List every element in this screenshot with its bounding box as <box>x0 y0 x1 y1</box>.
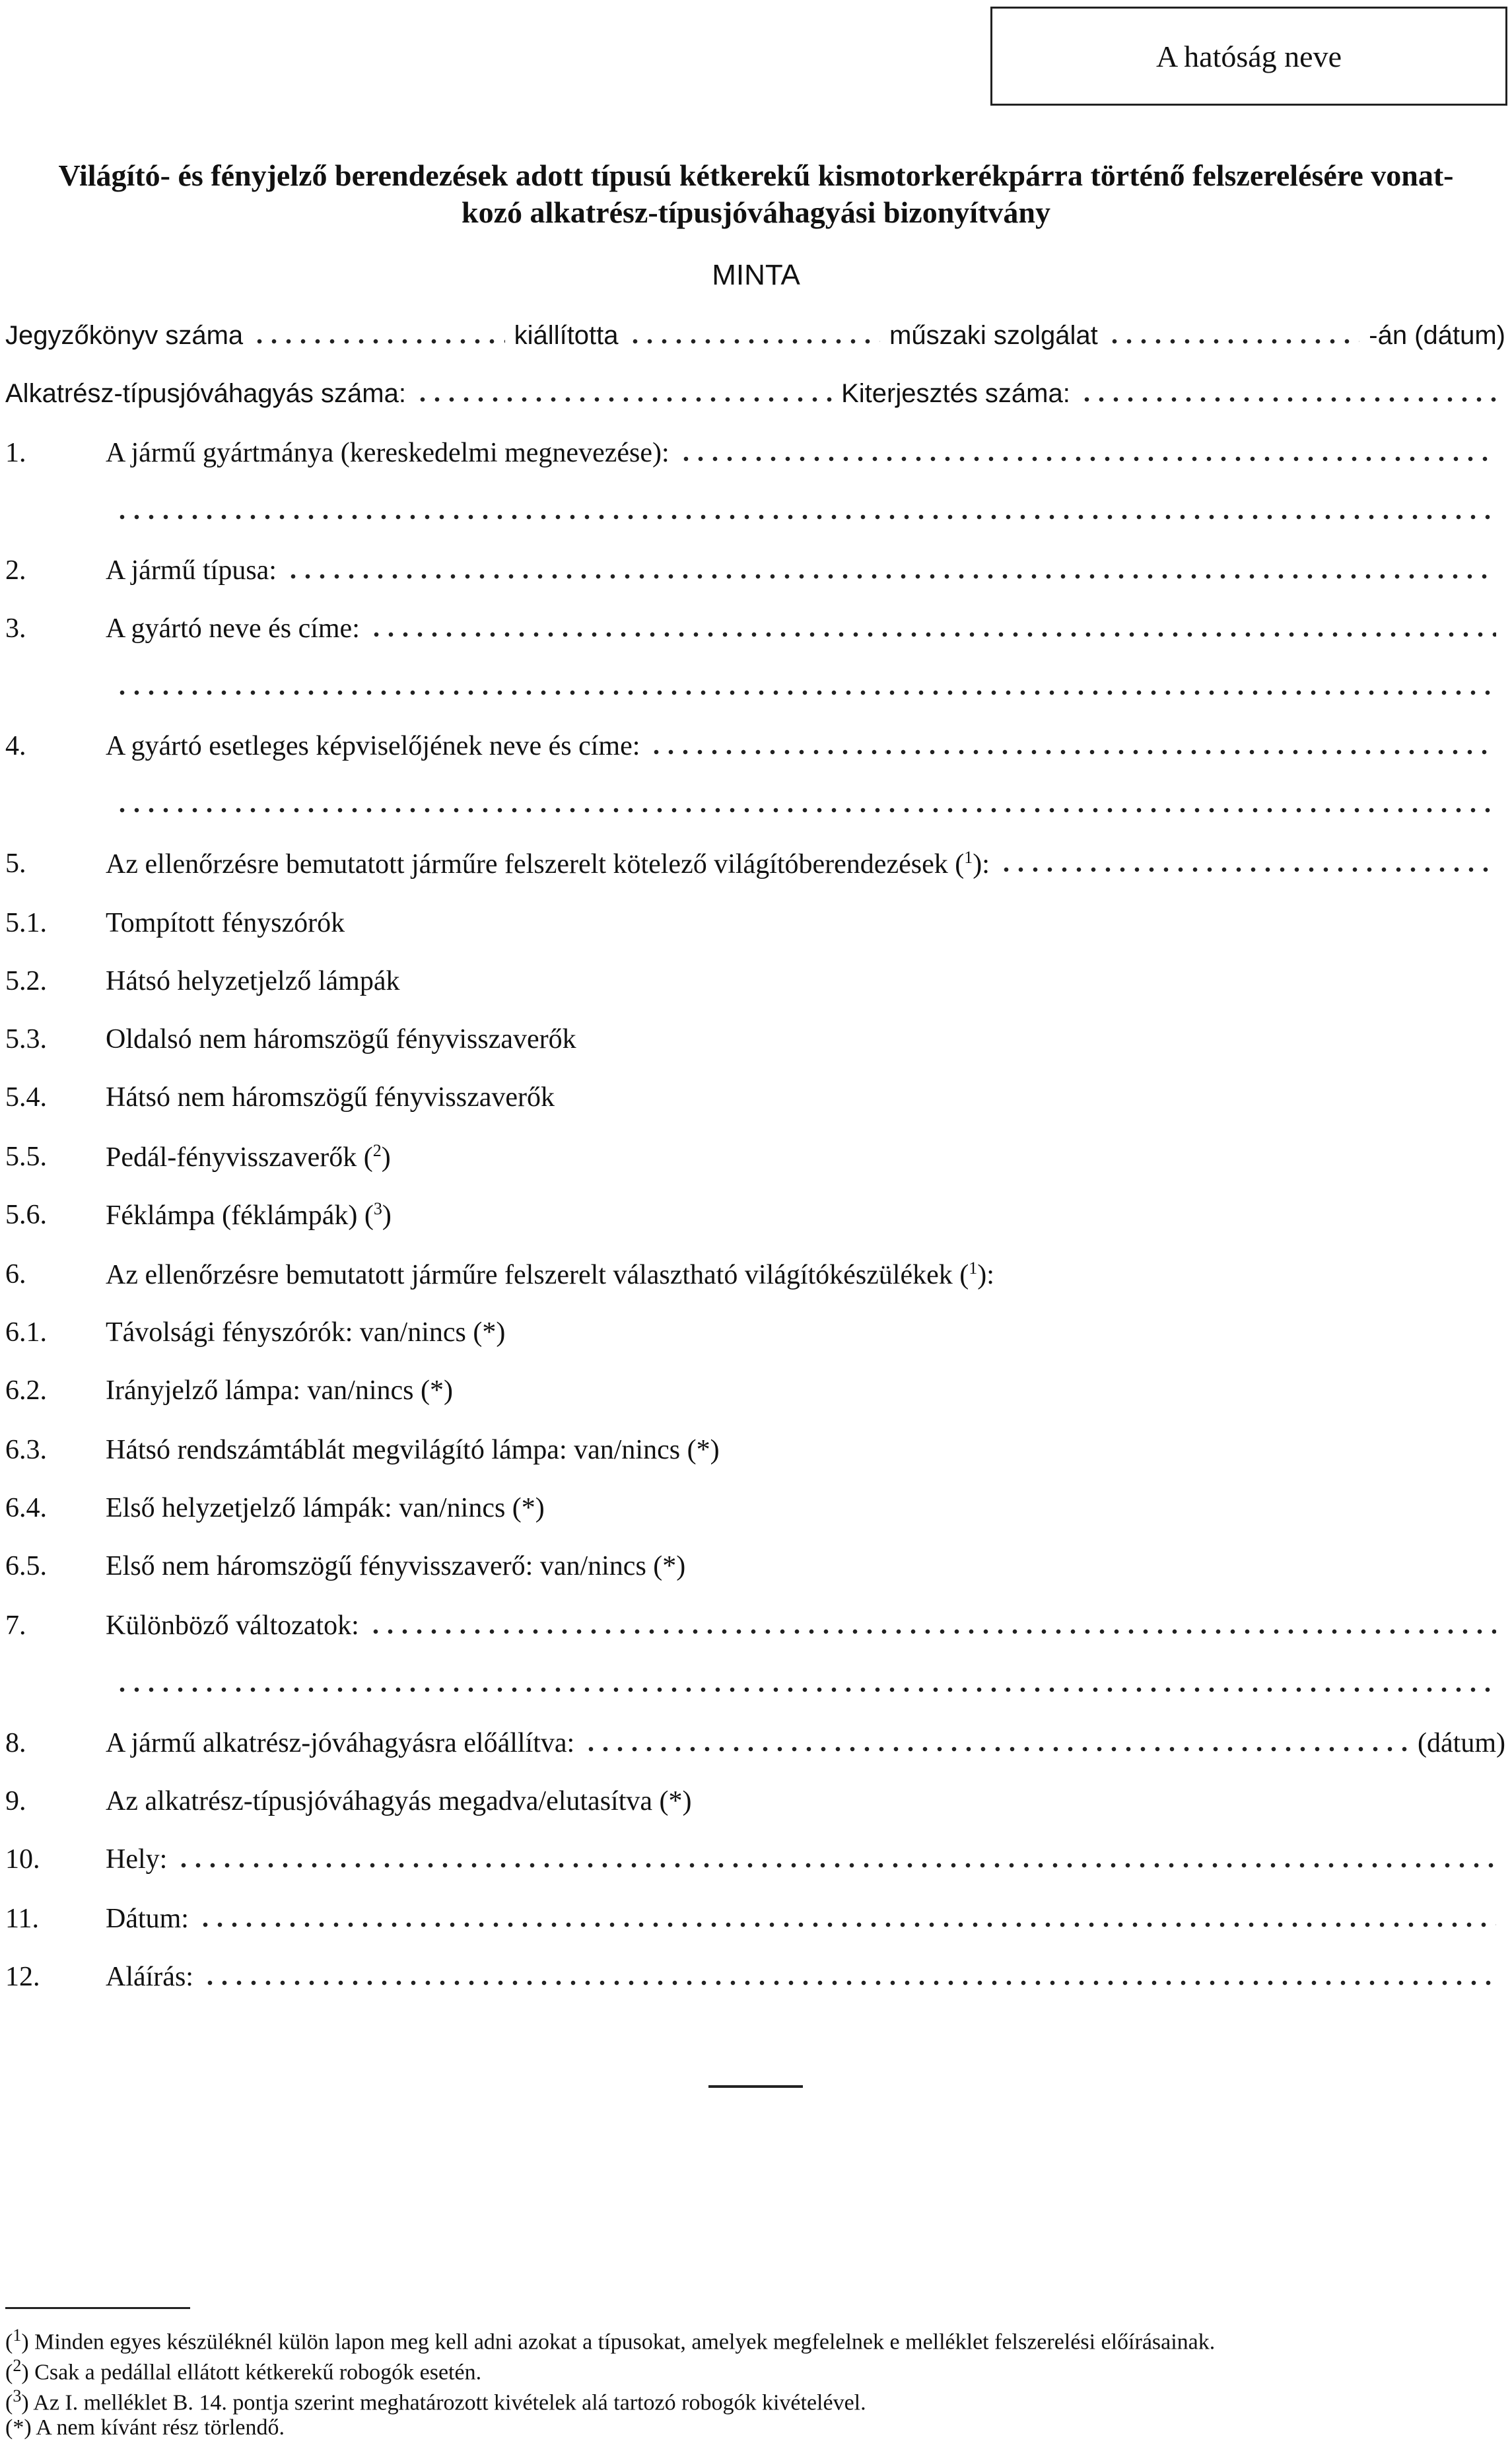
item-label: Irányjelző lámpa: van/nincs (*) <box>106 1375 453 1406</box>
item-label: Az alkatrész-típusjóváhagyás megadva/elutasítva (*) <box>106 1786 692 1816</box>
item-number: 12. <box>5 1962 40 1992</box>
item-5-3-row <box>5 1019 1505 1059</box>
item-3-field-continuation[interactable] <box>115 689 1496 696</box>
item-number: 6.4. <box>5 1493 47 1523</box>
footnote-1: ($^1$) Minden egyes készüléknél külön lapon meg kell adni azokat a típusokat, amelyek megfelelnek e melléklet felszerelési előírásainak. <box>5 2326 1216 2355</box>
item-10-row <box>5 1840 1505 1879</box>
item-5-2-row <box>5 961 1505 1001</box>
item-1-field[interactable] <box>679 456 1496 462</box>
item-7-continuation-row <box>5 1664 1505 1704</box>
item-5-6-row <box>5 1195 1505 1235</box>
item-label: Első nem háromszögű fényvisszaverő: van/nincs (*) <box>106 1551 686 1581</box>
item-label: Első helyzetjelző lámpák: van/nincs (*) <box>106 1493 545 1523</box>
footnote-rule <box>5 2307 190 2309</box>
item-1-row <box>5 433 1505 473</box>
item-number: 5.6. <box>5 1200 47 1230</box>
item-label: Pedál-fényvisszaverők ($^2$) <box>106 1140 391 1173</box>
item-1-field-continuation[interactable] <box>115 514 1496 520</box>
item-number: 4. <box>5 731 26 761</box>
item-7-field-continuation[interactable] <box>115 1686 1496 1693</box>
approval-number-field[interactable] <box>415 396 832 403</box>
item-2-row <box>5 551 1505 590</box>
item-label: Távolsági fényszórók: van/nincs (*) <box>106 1317 506 1348</box>
technical-service-label: műszaki szolgálat <box>889 320 1098 350</box>
section-separator <box>708 2085 803 2088</box>
title-line-1: Világító- és fényjelző berendezések adott típusú kétkerekű kismotorkerékpárra történő felszerelésére vonat- <box>58 158 1454 192</box>
report-number-field[interactable] <box>252 338 505 345</box>
item-number: 3. <box>5 613 26 644</box>
footnote-ref: 3 <box>373 1198 382 1218</box>
item-label: Aláírás: <box>106 1962 193 1992</box>
authority-name: A hatóság neve <box>1155 39 1342 73</box>
item-2-field[interactable] <box>286 573 1496 580</box>
item-label: Különböző változatok: <box>106 1610 359 1641</box>
item-8-row <box>5 1723 1505 1763</box>
footnote-3: ($^3$) Az I. melléklet B. 14. pontja szerint meghatározott kivételek alá tartozó robogók kivételével. <box>5 2386 866 2415</box>
item-5-4-row <box>5 1078 1505 1117</box>
item-number: 7. <box>5 1610 26 1641</box>
item-3-row <box>5 609 1505 648</box>
item-6-4-row <box>5 1488 1505 1528</box>
item-number: 5.5. <box>5 1142 47 1172</box>
item-label: Hátsó nem háromszögű fényvisszaverők <box>106 1082 555 1113</box>
signature-field[interactable] <box>203 1980 1496 1986</box>
item-number: 5.3. <box>5 1024 47 1054</box>
item-number: 5. <box>5 848 26 879</box>
date-suffix-label: -án (dátum) <box>1369 320 1505 350</box>
extension-number-label: Kiterjesztés száma: <box>841 378 1070 408</box>
item-6-row <box>5 1255 1505 1294</box>
item-5-5-row <box>5 1137 1505 1177</box>
item-number: 9. <box>5 1786 26 1816</box>
item-number: 11. <box>5 1904 39 1934</box>
item-4-field-continuation[interactable] <box>115 807 1496 813</box>
item-label: Oldalsó nem háromszögű fényvisszaverők <box>106 1024 576 1054</box>
item-number: 10. <box>5 1844 40 1875</box>
item-8-date-field[interactable] <box>584 1746 1408 1752</box>
item-label: A jármű alkatrész-jóváhagyásra előállítva: <box>106 1728 575 1758</box>
report-number-label: Jegyzőkönyv száma <box>5 320 244 350</box>
item-label: Az ellenőrzésre bemutatott járműre felszerelt választható világítókészülékek ($^1$): <box>106 1258 994 1290</box>
document-subtitle: MINTA <box>712 259 800 291</box>
issuer-field[interactable] <box>628 338 881 345</box>
item-number: 6.5. <box>5 1551 47 1581</box>
extension-number-field[interactable] <box>1080 396 1496 403</box>
item-9-row <box>5 1781 1505 1821</box>
item-4-row <box>5 726 1505 766</box>
item-label: Hátsó rendszámtáblát megvilágító lámpa: van/nincs (*) <box>106 1435 720 1465</box>
item-6-1-row <box>5 1313 1505 1352</box>
item-number: 5.1. <box>5 908 47 938</box>
item-label: A jármű gyártmánya (kereskedelmi megnevezése): <box>106 438 670 468</box>
item-12-row <box>5 1957 1505 1997</box>
footnote-ref: 2 <box>372 1140 382 1160</box>
item-label: A gyártó esetleges képviselőjének neve és címe: <box>106 731 640 761</box>
item-3-continuation-row <box>5 667 1505 707</box>
item-5-field[interactable] <box>999 866 1496 873</box>
footnote-ref: 1 <box>964 847 973 867</box>
title-line-2: kozó alkatrész-típusjóváhagyási bizonyítvány <box>462 195 1050 229</box>
item-6-3-row <box>5 1430 1505 1470</box>
authority-name-box <box>990 7 1507 106</box>
item-3-field[interactable] <box>369 631 1496 638</box>
item-number: 6.2. <box>5 1375 47 1406</box>
date-suffix-label: (dátum) <box>1418 1728 1505 1758</box>
item-11-row <box>5 1899 1505 1939</box>
item-label: Dátum: <box>106 1904 189 1934</box>
item-number: 6.3. <box>5 1435 47 1465</box>
item-number: 5.4. <box>5 1082 47 1113</box>
item-label: Hátsó helyzetjelző lámpák <box>106 966 400 996</box>
item-label: A jármű típusa: <box>106 555 277 586</box>
item-5-row <box>5 844 1505 883</box>
date-field[interactable] <box>1107 338 1360 345</box>
item-label: Hely: <box>106 1844 168 1875</box>
item-7-row <box>5 1606 1505 1645</box>
document-title <box>7 157 1505 231</box>
item-label: Az ellenőrzésre bemutatott járműre felszerelt kötelező világítóberendezések ($^1$): <box>106 847 990 880</box>
item-4-continuation-row <box>5 784 1505 824</box>
date-field[interactable] <box>198 1921 1496 1928</box>
footnote-ref: 1 <box>969 1258 978 1278</box>
item-label: A gyártó neve és címe: <box>106 613 360 644</box>
footnote-2: ($^2$) Csak a pedállal ellátott kétkerekű robogók esetén. <box>5 2356 482 2385</box>
item-number: 6. <box>5 1259 26 1290</box>
item-number: 8. <box>5 1728 26 1758</box>
item-6-2-row <box>5 1371 1505 1410</box>
item-number: 2. <box>5 555 26 586</box>
item-6-5-row <box>5 1546 1505 1586</box>
approval-number-label: Alkatrész-típusjóváhagyás száma: <box>5 378 406 408</box>
item-7-field[interactable] <box>368 1628 1496 1635</box>
item-label: Féklámpa (féklámpák) ($^3$) <box>106 1198 392 1231</box>
footnote-asterisk: (*) A nem kívánt rész törlendő. <box>5 2415 285 2440</box>
item-5-1-row <box>5 903 1505 943</box>
item-number: 5.2. <box>5 966 47 996</box>
item-1-continuation-row <box>5 491 1505 531</box>
item-number: 1. <box>5 438 26 468</box>
item-label: Tompított fényszórók <box>106 908 345 938</box>
item-number: 6.1. <box>5 1317 47 1348</box>
approval-number-row <box>5 374 1505 413</box>
report-number-row <box>5 316 1505 355</box>
issued-by-label: kiállította <box>514 320 619 350</box>
item-4-field[interactable] <box>649 749 1496 755</box>
place-field[interactable] <box>176 1862 1496 1869</box>
